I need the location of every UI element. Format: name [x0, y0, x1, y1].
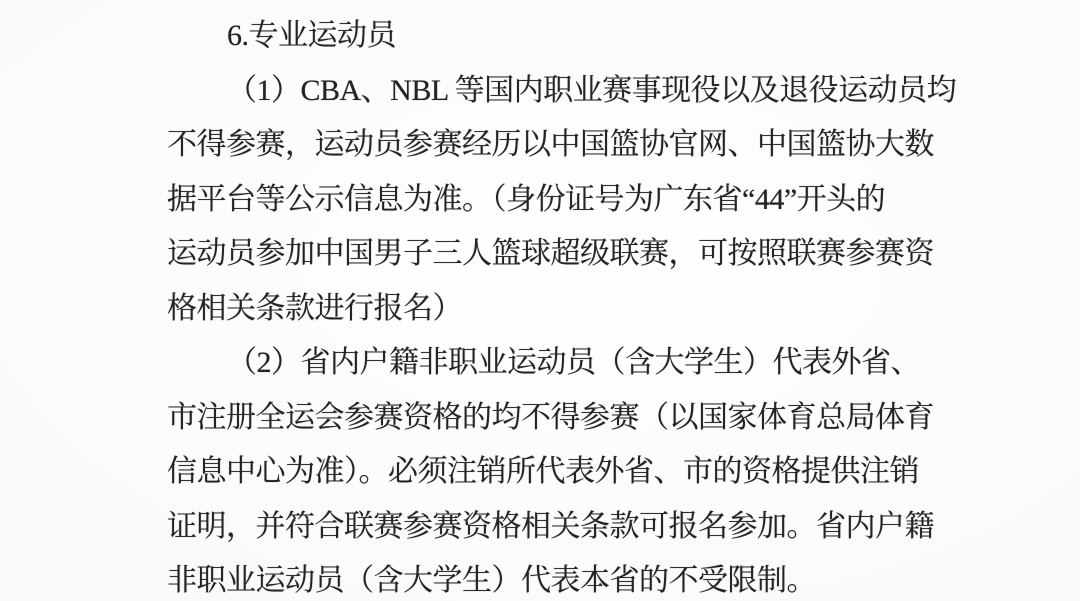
clause-1-line: （1）CBA、NBL 等国内职业赛事现役以及退役运动员均	[227, 73, 957, 107]
clause-2-line: 证明，并符合联赛参赛资格相关条款可报名参加。省内户籍	[167, 509, 934, 543]
section-heading-line: 6.专业运动员	[227, 19, 396, 52]
clause-2-line: （2）省内户籍非职业运动员（含大学生）代表外省、	[227, 346, 920, 379]
clause-1-line: 不得参赛，运动员参赛经历以中国篮协官网、中国篮协大数	[167, 128, 934, 161]
clause-1-line: 格相关条款进行报名）	[167, 291, 462, 325]
clause-2-line: 非职业运动员（含大学生）代表本省的不受限制。	[167, 564, 816, 597]
clause-2-line: 市注册全运会参赛资格的均不得参赛（以国家体育总局体育	[167, 400, 934, 434]
clause-1-line: 运动员参加中国男子三人篮球超级联赛，可按照联赛参赛资	[167, 237, 934, 270]
document-text-block	[167, 9, 957, 601]
clause-1-line: 据平台等公示信息为准。（身份证号为广东省“44”开头的	[167, 182, 886, 216]
clause-2-line: 信息中心为准）。必须注销所代表外省、市的资格提供注销	[167, 455, 919, 488]
